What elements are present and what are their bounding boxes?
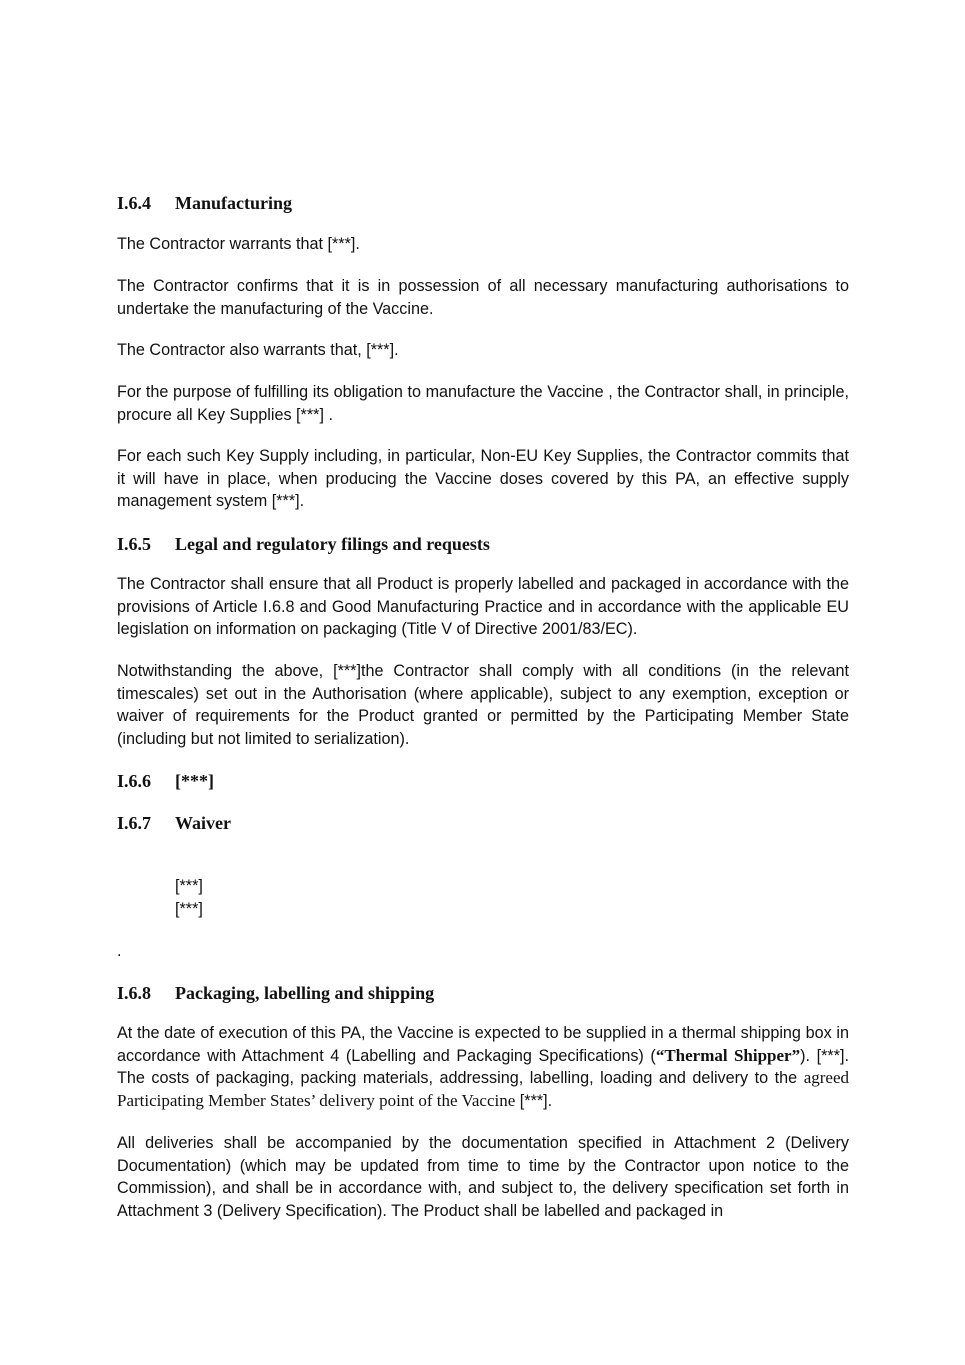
list-item: [***] [175, 900, 203, 918]
section-heading-i-6-7 [117, 812, 849, 834]
paragraph: For the purpose of fulfilling its obligation to manufacture the Vaccine , the Contractor shall, in principle, procure all Key Supplies [***] . [117, 383, 849, 424]
section-heading-i-6-4 [117, 192, 849, 214]
section-title: Manufacturing [175, 193, 292, 213]
section-title: Legal and regulatory filings and requests [175, 534, 490, 554]
section-number: I.6.4 [117, 193, 152, 213]
section-title: [***] [175, 771, 214, 791]
section-number: I.6.5 [117, 534, 152, 554]
paragraph: All deliveries shall be accompanied by the documentation specified in Attachment 2 (Delivery Documentation) (which may be updated from time to time by the Contractor upon notice to the Commission), and shall be in accordance with, and subject to, the delivery specification set forth in Attachment 3 (Delivery Specification). The Product shall be labelled and packaged in [117, 1134, 849, 1220]
text-run: ). [***]. The costs of packaging, packing materials, addressing, labelling, loading and delivery to the [117, 1046, 850, 1088]
text-run: At the date of execution of this PA, the Vaccine is expected to be supplied in a thermal shipping box in accordance with Attachment 4 (Labelling and Packaging Specifications) ( [117, 1024, 849, 1065]
paragraph: . [117, 942, 122, 960]
list-item: [***] [175, 877, 203, 895]
text-run: agreed Participating Member States’ delivery point of the Vaccine [117, 1068, 849, 1110]
defined-term: “Thermal Shipper” [655, 1045, 801, 1065]
paragraph: The Contractor shall ensure that all Product is properly labelled and packaged in accordance with the provisions of Article I.6.8 and Good Manufacturing Practice and in accordance with the applicable EU legislation on information on packaging (Title V of Directive 2001/83/EC). [117, 575, 849, 639]
section-number: I.6.6 [117, 771, 152, 791]
section-number: I.6.7 [117, 813, 152, 833]
section-title: Waiver [175, 813, 231, 833]
section-heading-i-6-6 [117, 770, 849, 792]
paragraph: The Contractor also warrants that, [***]. [117, 341, 399, 359]
paragraph: The Contractor confirms that it is in possession of all necessary manufacturing authorisations to undertake the manufacturing of the Vaccine. [117, 277, 849, 318]
paragraph: The Contractor warrants that [***]. [117, 235, 360, 253]
section-heading-i-6-5 [117, 533, 849, 555]
section-number: I.6.8 [117, 983, 152, 1003]
paragraph [117, 1022, 849, 1112]
section-heading-i-6-8 [117, 982, 849, 1004]
section-title: Packaging, labelling and shipping [175, 983, 435, 1003]
paragraph: Notwithstanding the above, [***]the Contractor shall comply with all conditions (in the relevant timescales) set out in the Authorisation (where applicable), subject to any exemption, exception or waiver of requirements for the Product granted or permitted by the Participating Member State (including but not limited to serialization). [117, 662, 849, 748]
paragraph: For each such Key Supply including, in particular, Non-EU Key Supplies, the Contractor commits that it will have in place, when producing the Vaccine doses covered by this PA, an effective supply management system [***]. [117, 447, 849, 511]
text-run: [***]. [515, 1091, 553, 1110]
